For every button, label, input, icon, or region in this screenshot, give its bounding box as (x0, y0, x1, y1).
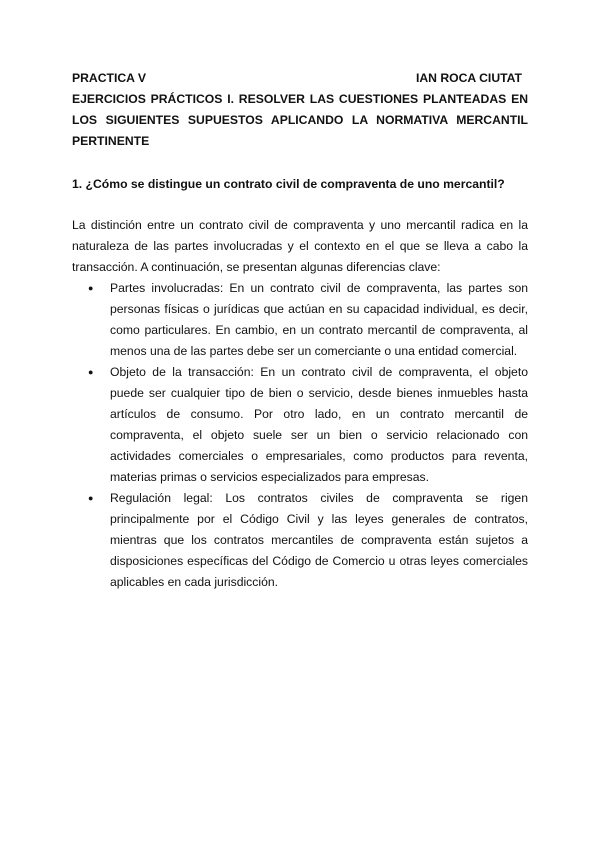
list-item-text: Regulación legal: Los contratos civiles de compraventa se rigen principalmente por el Código Civil y las leyes generales de contratos, mientras que los contratos mercantiles de compraventa están sujetos a disposiciones específicas del Código de Comercio u otras leyes comerciales aplicables en cada jurisdicción. (110, 491, 528, 589)
list-item-text: Objeto de la transacción: En un contrato civil de compraventa, el objeto puede ser cualquier tipo de bien o servicio, desde bienes inmuebles hasta artículos de consumo. Por otro lado, en un contrato mercantil de compraventa, el objeto suele ser un bien o servicio relacionado con actividades comerciales o empresariales, como productos para reventa, materias primas o servicios especializados para empresas. (110, 365, 528, 484)
bullet-icon: ● (88, 367, 94, 377)
question-heading: 1. ¿Cómo se distingue un contrato civil de compraventa de uno mercantil? (72, 177, 505, 191)
practice-label: PRACTICA V (72, 71, 147, 85)
list-item-text: Partes involucradas: En un contrato civil de compraventa, las partes son personas físicas o jurídicas que actúan en su capacidad individual, es decir, como particulares. En cambio, en un contrato mercantil de compraventa, al menos una de las partes debe ser un comerciante o una entidad comercial. (110, 281, 528, 358)
exercise-title: EJERCICIOS PRÁCTICOS I. RESOLVER LAS CUESTIONES PLANTEADAS EN LOS SIGUIENTES SUPUESTOS APLICANDO LA NORMATIVA MERCANTIL PERTINENTE (72, 92, 528, 148)
document-header (72, 68, 528, 89)
document-page (72, 68, 528, 593)
intro-paragraph: La distinción entre un contrato civil de compraventa y uno mercantil radica en la naturaleza de las partes involucradas y el contexto en el que se lleva a cabo la transacción. A continuación, se presentan algunas diferencias clave: (72, 218, 528, 274)
author-name: IAN ROCA CIUTAT (415, 71, 522, 85)
list-item (72, 278, 528, 362)
bullet-icon: ● (88, 283, 94, 293)
bullet-icon: ● (88, 493, 94, 503)
list-item (72, 488, 528, 593)
list-item (72, 362, 528, 488)
differences-list (72, 278, 528, 593)
